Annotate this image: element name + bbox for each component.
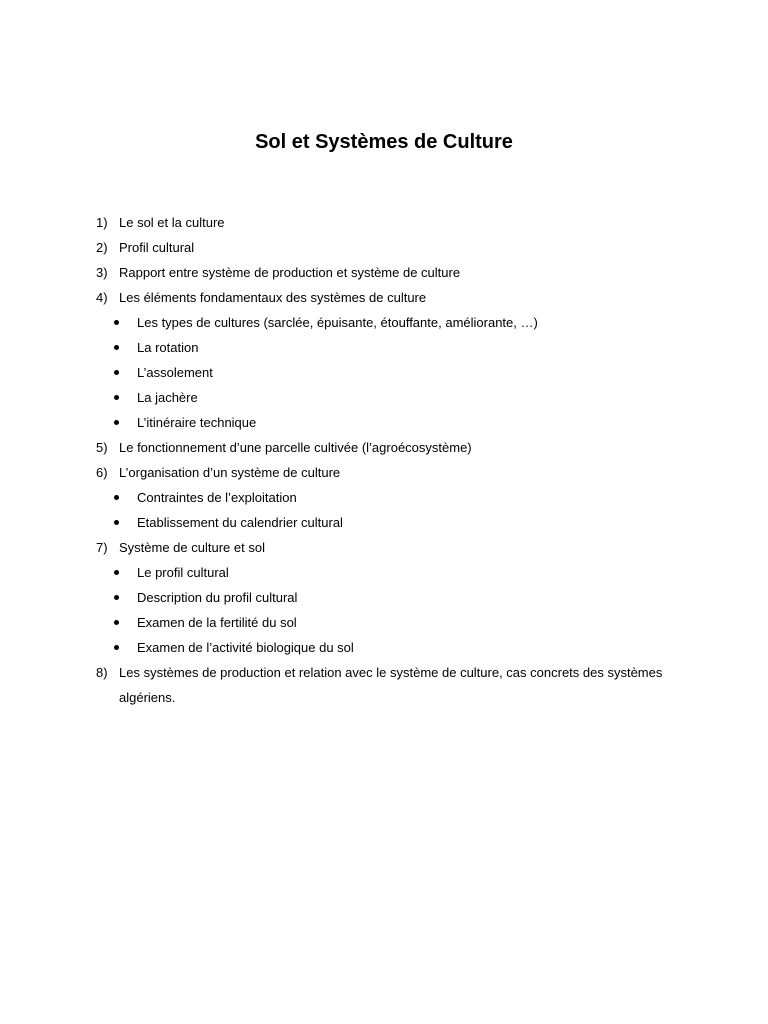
sub-item-text: Le profil cultural bbox=[137, 565, 229, 580]
outline-item-2 bbox=[0, 235, 768, 260]
sub-item bbox=[0, 360, 768, 385]
outline-item-5 bbox=[0, 435, 768, 460]
outline-item-3 bbox=[0, 260, 768, 285]
bullet-icon bbox=[114, 595, 119, 600]
item-number: 1) bbox=[96, 215, 108, 230]
bullet-icon bbox=[114, 395, 119, 400]
item-number: 8) bbox=[96, 665, 108, 680]
item-number: 3) bbox=[96, 265, 108, 280]
sub-item bbox=[0, 635, 768, 660]
page-title: Sol et Systèmes de Culture bbox=[255, 131, 513, 153]
sub-item bbox=[0, 585, 768, 610]
item-text: Les éléments fondamentaux des systèmes de culture bbox=[119, 290, 427, 305]
outline-item-8 bbox=[0, 660, 768, 685]
bullet-icon bbox=[114, 320, 119, 325]
sub-item bbox=[0, 510, 768, 535]
item-text: Les systèmes de production et relation avec le système de culture, cas concrets des systèmes bbox=[119, 665, 663, 680]
outline-item-7 bbox=[0, 535, 768, 560]
bullet-icon bbox=[114, 570, 119, 575]
sub-item bbox=[0, 610, 768, 635]
item-text: Rapport entre système de production et système de culture bbox=[119, 265, 461, 280]
bullet-icon bbox=[114, 495, 119, 500]
sub-item bbox=[0, 410, 768, 435]
sub-item-text: La jachère bbox=[137, 390, 198, 405]
bullet-icon bbox=[114, 420, 119, 425]
sub-item-text: L’assolement bbox=[137, 365, 213, 380]
course-outline bbox=[0, 210, 768, 710]
bullet-icon bbox=[114, 620, 119, 625]
sub-item bbox=[0, 560, 768, 585]
item-text: Profil cultural bbox=[119, 240, 195, 255]
bullet-icon bbox=[114, 645, 119, 650]
item-number: 2) bbox=[96, 240, 108, 255]
outline-item-1 bbox=[0, 210, 768, 235]
sub-item-text: Description du profil cultural bbox=[137, 590, 298, 605]
item-text: Le sol et la culture bbox=[119, 215, 225, 230]
continuation-text: algériens. bbox=[119, 690, 176, 705]
bullet-icon bbox=[114, 345, 119, 350]
item-number: 6) bbox=[96, 465, 108, 480]
sub-item-text: Examen de la fertilité du sol bbox=[137, 615, 297, 630]
item-number: 5) bbox=[96, 440, 108, 455]
item-text: L’organisation d’un système de culture bbox=[119, 465, 341, 480]
sub-item bbox=[0, 335, 768, 360]
sub-item-text: Etablissement du calendrier cultural bbox=[137, 515, 343, 530]
item-text: Système de culture et sol bbox=[119, 540, 265, 555]
outline-item-6 bbox=[0, 460, 768, 485]
item-continuation bbox=[0, 685, 768, 710]
item-number: 7) bbox=[96, 540, 108, 555]
item-number: 4) bbox=[96, 290, 108, 305]
sub-item bbox=[0, 485, 768, 510]
outline-item-4 bbox=[0, 285, 768, 310]
bullet-icon bbox=[114, 520, 119, 525]
sub-item bbox=[0, 310, 768, 335]
sub-item-text: Examen de l’activité biologique du sol bbox=[137, 640, 354, 655]
sub-item-text: Contraintes de l’exploitation bbox=[137, 490, 297, 505]
sub-item bbox=[0, 385, 768, 410]
sub-item-text: L’itinéraire technique bbox=[137, 415, 257, 430]
item-text: Le fonctionnement d’une parcelle cultivée (l’agroécosystème) bbox=[119, 440, 472, 455]
sub-item-text: La rotation bbox=[137, 340, 199, 355]
sub-item-text: Les types de cultures (sarclée, épuisante, étouffante, améliorante, …) bbox=[137, 315, 538, 330]
bullet-icon bbox=[114, 370, 119, 375]
